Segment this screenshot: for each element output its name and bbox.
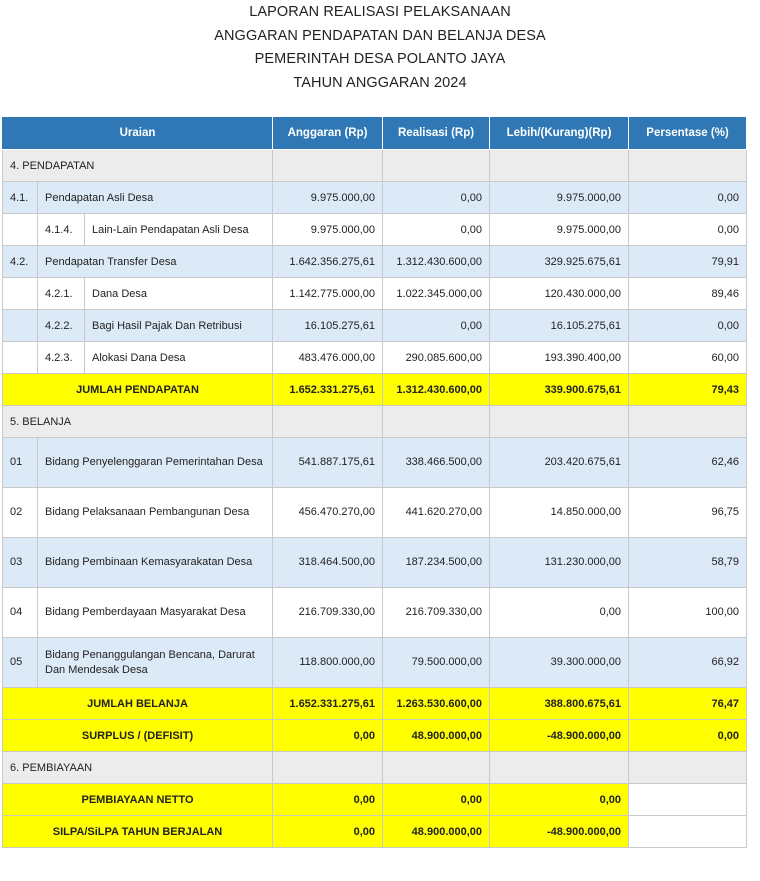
col-header-realisasi: Realisasi (Rp): [383, 117, 490, 150]
table-header-row: [3, 117, 747, 150]
cell-persentase: 89,46: [629, 278, 747, 310]
row-name: Bidang Pembinaan Kemasyarakatan Desa: [38, 538, 273, 588]
cell-persentase: 0,00: [629, 182, 747, 214]
total-row-pendapatan: [3, 374, 747, 406]
cell-lebih: 193.390.400,00: [490, 342, 629, 374]
row-name: Bidang Penyelenggaran Pemerintahan Desa: [38, 438, 273, 488]
table-row: [3, 342, 747, 374]
cell-anggaran: 0,00: [273, 816, 383, 848]
row-code: 04: [3, 588, 38, 638]
cell-persentase: [629, 784, 747, 816]
table-row: [3, 438, 747, 488]
row-name: Bagi Hasil Pajak Dan Retribusi: [85, 310, 273, 342]
col-header-persentase: Persentase (%): [629, 117, 747, 150]
cell-anggaran: 0,00: [273, 784, 383, 816]
table-row: [3, 214, 747, 246]
cell-lebih: 0,00: [490, 784, 629, 816]
cell-anggaran: 1.652.331.275,61: [273, 688, 383, 720]
cell-anggaran: 0,00: [273, 720, 383, 752]
cell-persentase: 66,92: [629, 638, 747, 688]
cell-lebih: 0,00: [490, 588, 629, 638]
col-header-lebih: Lebih/(Kurang)(Rp): [490, 117, 629, 150]
total-label: PEMBIAYAAN NETTO: [3, 784, 273, 816]
total-label: JUMLAH BELANJA: [3, 688, 273, 720]
silpa-row: [3, 816, 747, 848]
cell-anggaran: 1.642.356.275,61: [273, 246, 383, 278]
table-row: [3, 310, 747, 342]
cell-anggaran: 118.800.000,00: [273, 638, 383, 688]
row-name: Bidang Pelaksanaan Pembangunan Desa: [38, 488, 273, 538]
cell-realisasi: 1.312.430.600,00: [383, 246, 490, 278]
table-row: [3, 488, 747, 538]
cell-lebih: -48.900.000,00: [490, 720, 629, 752]
cell-anggaran: 9.975.000,00: [273, 182, 383, 214]
cell-persentase: 60,00: [629, 342, 747, 374]
cell-lebih: -48.900.000,00: [490, 816, 629, 848]
cell-anggaran: 1.652.331.275,61: [273, 374, 383, 406]
cell-realisasi: 187.234.500,00: [383, 538, 490, 588]
cell-lebih: 39.300.000,00: [490, 638, 629, 688]
cell-realisasi: 0,00: [383, 310, 490, 342]
cell-persentase: 62,46: [629, 438, 747, 488]
row-code: 4.2.1.: [38, 278, 85, 310]
row-code: 01: [3, 438, 38, 488]
cell-lebih: 120.430.000,00: [490, 278, 629, 310]
cell-lebih: 131.230.000,00: [490, 538, 629, 588]
cell-lebih: 9.975.000,00: [490, 182, 629, 214]
row-name: Pendapatan Transfer Desa: [38, 246, 273, 278]
cell-realisasi: 48.900.000,00: [383, 816, 490, 848]
cell-anggaran: 318.464.500,00: [273, 538, 383, 588]
cell-anggaran: 16.105.275,61: [273, 310, 383, 342]
row-code: 4.1.4.: [38, 214, 85, 246]
cell-lebih: 16.105.275,61: [490, 310, 629, 342]
total-label: SURPLUS / (DEFISIT): [3, 720, 273, 752]
table-row: [3, 246, 747, 278]
cell-anggaran: 483.476.000,00: [273, 342, 383, 374]
row-name: Dana Desa: [85, 278, 273, 310]
section-row-pembiayaan: [3, 752, 747, 784]
table-row: [3, 638, 747, 688]
cell-persentase: 0,00: [629, 720, 747, 752]
table-row: [3, 182, 747, 214]
cell-realisasi: 441.620.270,00: [383, 488, 490, 538]
table-row: [3, 538, 747, 588]
apbdes-realization-table: [2, 116, 747, 848]
section-label: 5. BELANJA: [3, 406, 273, 438]
cell-realisasi: 338.466.500,00: [383, 438, 490, 488]
cell-realisasi: 1.312.430.600,00: [383, 374, 490, 406]
row-code: 05: [3, 638, 38, 688]
col-header-uraian: Uraian: [3, 117, 273, 150]
cell-persentase: 96,75: [629, 488, 747, 538]
cell-persentase: [629, 816, 747, 848]
row-code: 02: [3, 488, 38, 538]
cell-persentase: 0,00: [629, 310, 747, 342]
row-code: 03: [3, 538, 38, 588]
cell-realisasi: 0,00: [383, 784, 490, 816]
title-line-1: LAPORAN REALISASI PELAKSANAAN: [249, 4, 511, 20]
report-title: [0, 1, 760, 95]
cell-realisasi: 1.263.530.600,00: [383, 688, 490, 720]
cell-realisasi: 1.022.345.000,00: [383, 278, 490, 310]
row-code: 4.2.3.: [38, 342, 85, 374]
cell-lebih: 339.900.675,61: [490, 374, 629, 406]
cell-anggaran: 541.887.175,61: [273, 438, 383, 488]
cell-anggaran: 1.142.775.000,00: [273, 278, 383, 310]
table-row: [3, 278, 747, 310]
row-code: 4.2.2.: [38, 310, 85, 342]
cell-persentase: 79,43: [629, 374, 747, 406]
cell-lebih: 203.420.675,61: [490, 438, 629, 488]
cell-lebih: 388.800.675,61: [490, 688, 629, 720]
row-name: Bidang Pemberdayaan Masyarakat Desa: [38, 588, 273, 638]
surplus-row: [3, 720, 747, 752]
cell-anggaran: 456.470.270,00: [273, 488, 383, 538]
section-label: 4. PENDAPATAN: [3, 150, 273, 182]
cell-realisasi: 79.500.000,00: [383, 638, 490, 688]
cell-persentase: 79,91: [629, 246, 747, 278]
cell-anggaran: 9.975.000,00: [273, 214, 383, 246]
cell-lebih: 329.925.675,61: [490, 246, 629, 278]
row-name: Pendapatan Asli Desa: [38, 182, 273, 214]
cell-realisasi: 0,00: [383, 214, 490, 246]
title-line-4: TAHUN ANGGARAN 2024: [293, 74, 467, 91]
cell-persentase: 0,00: [629, 214, 747, 246]
table-row: [3, 588, 747, 638]
total-label: JUMLAH PENDAPATAN: [3, 374, 273, 406]
cell-realisasi: 0,00: [383, 182, 490, 214]
total-row-belanja: [3, 688, 747, 720]
cell-anggaran: 216.709.330,00: [273, 588, 383, 638]
cell-lebih: 14.850.000,00: [490, 488, 629, 538]
row-name: Lain-Lain Pendapatan Asli Desa: [85, 214, 273, 246]
cell-persentase: 100,00: [629, 588, 747, 638]
cell-realisasi: 48.900.000,00: [383, 720, 490, 752]
total-label: SILPA/SiLPA TAHUN BERJALAN: [3, 816, 273, 848]
title-line-3: PEMERINTAH DESA POLANTO JAYA: [254, 51, 506, 67]
pembiayaan-netto-row: [3, 784, 747, 816]
row-code: 4.2.: [3, 246, 38, 278]
row-name: Bidang Penanggulangan Bencana, Darurat Dan Mendesak Desa: [38, 638, 273, 688]
section-row-belanja: [3, 406, 747, 438]
cell-realisasi: 290.085.600,00: [383, 342, 490, 374]
col-header-anggaran: Anggaran (Rp): [273, 117, 383, 150]
row-name: Alokasi Dana Desa: [85, 342, 273, 374]
cell-persentase: 58,79: [629, 538, 747, 588]
cell-lebih: 9.975.000,00: [490, 214, 629, 246]
title-line-2: ANGGARAN PENDAPATAN DAN BELANJA DESA: [214, 27, 546, 44]
row-code: 4.1.: [3, 182, 38, 214]
cell-realisasi: 216.709.330,00: [383, 588, 490, 638]
section-row-pendapatan: [3, 150, 747, 182]
section-label: 6. PEMBIAYAAN: [3, 752, 273, 784]
cell-persentase: 76,47: [629, 688, 747, 720]
